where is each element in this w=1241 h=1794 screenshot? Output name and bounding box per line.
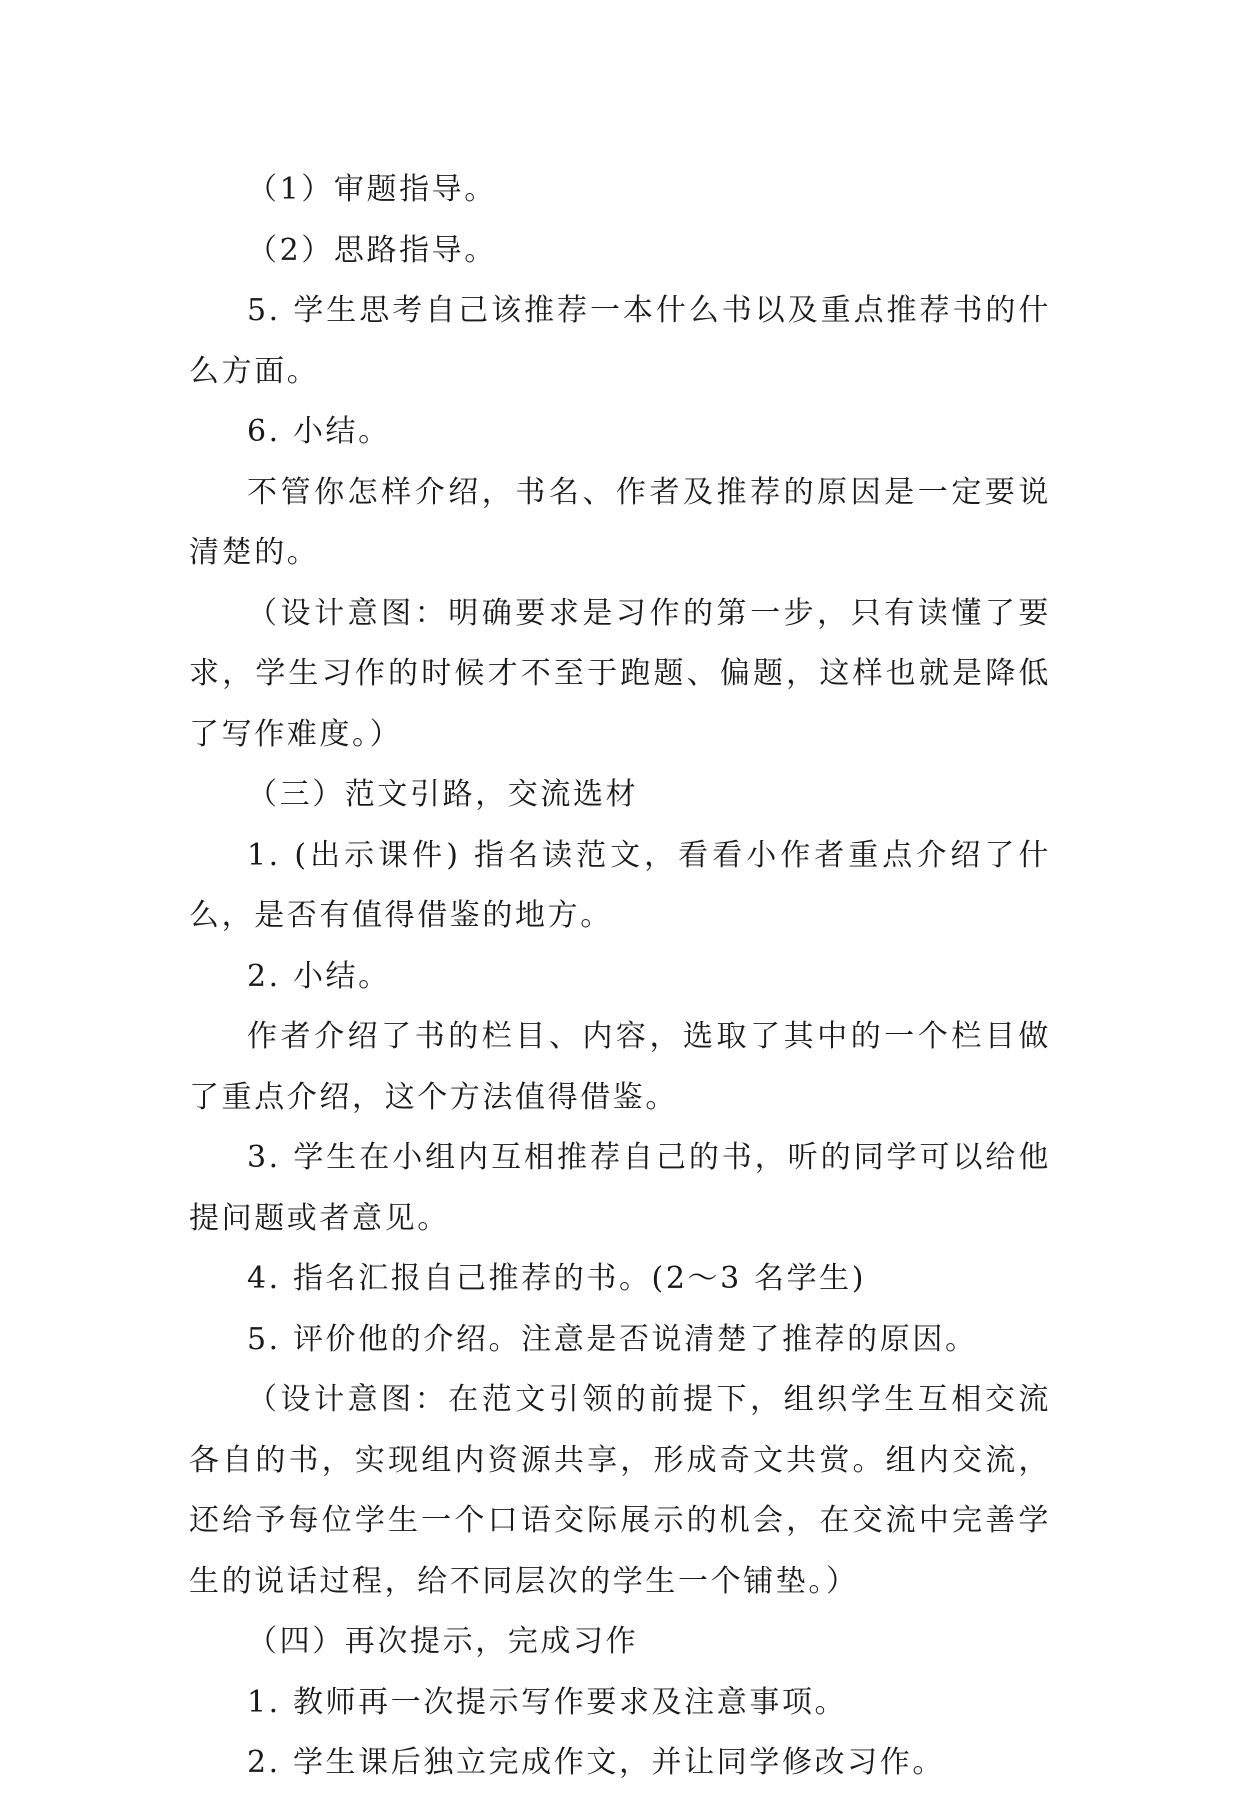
- paragraph-design-intent-1: （设计意图：明确要求是习作的第一步，只有读懂了要求，学生习作的时候才不至于跑题、偏题，这样也就是降低了写作难度。）: [189, 595, 1051, 752]
- paragraph-step-2-student: 2. 学生课后独立完成作文，并让同学修改习作。: [247, 1745, 945, 1780]
- paragraph-step-3-group: 3. 学生在小组内互相推荐自己的书，听的同学可以给他提问题或者意见。: [189, 1140, 1051, 1236]
- paragraph-design-intent-2: （设计意图：在范文引领的前提下，组织学生互相交流各自的书，实现组内资源共享，形成奇文共赏。组内交流，还给予每位学生一个口语交际展示的机会，在交流中完善学生的说话过程，给不同层次的学生一个铺垫。）: [189, 1382, 1051, 1599]
- paragraph-author-intro: 作者介绍了书的栏目、内容，选取了其中的一个栏目做了重点介绍，这个方法值得借鉴。: [189, 1019, 1051, 1115]
- paragraph-step-5-evaluate: 5. 评价他的介绍。注意是否说清楚了推荐的原因。: [247, 1321, 978, 1357]
- paragraph-review-guidance: （1）审题指导。: [247, 172, 497, 207]
- paragraph-thinking-guidance: （2）思路指导。: [247, 232, 497, 268]
- paragraph-step-6-summary: 6. 小结。: [247, 414, 391, 449]
- section-heading-4: （四）再次提示，完成习作: [247, 1624, 639, 1659]
- paragraph-step-1-read-sample: 1. (出示课件) 指名读范文，看看小作者重点介绍了什么，是否有值得借鉴的地方。: [189, 837, 1051, 933]
- document-body: [189, 160, 1051, 1794]
- paragraph-step-4-report: 4. 指名汇报自己推荐的书。(2～3 名学生): [247, 1261, 867, 1296]
- section-heading-3: （三）范文引路，交流选材: [247, 777, 639, 812]
- paragraph-step-5-think: 5. 学生思考自己该推荐一本什么书以及重点推荐书的什么方面。: [189, 293, 1051, 389]
- paragraph-summary-text: 不管你怎样介绍，书名、作者及推荐的原因是一定要说清楚的。: [189, 474, 1051, 570]
- paragraph-step-2-summary: 2. 小结。: [247, 958, 391, 994]
- paragraph-step-1-teacher: 1. 教师再一次提示写作要求及注意事项。: [247, 1684, 848, 1720]
